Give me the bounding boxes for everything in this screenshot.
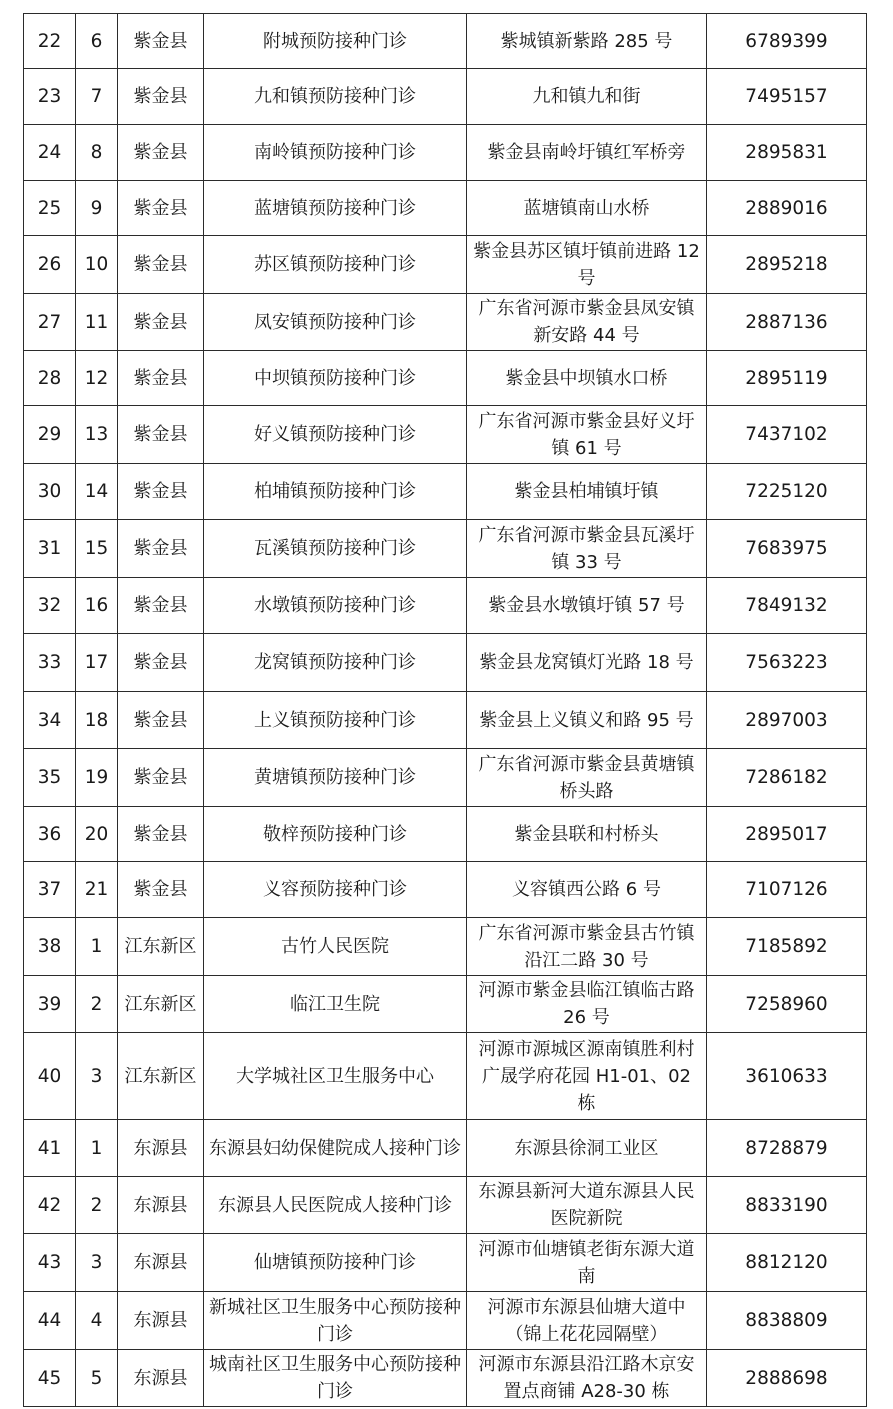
clinic-address: 紫金县上义镇义和路 95 号	[467, 692, 707, 749]
county-name: 紫金县	[118, 692, 204, 749]
county-index: 17	[76, 634, 118, 692]
clinic-address: 河源市紫金县临江镇临古路 26 号	[467, 976, 707, 1033]
county-name: 紫金县	[118, 351, 204, 406]
clinic-address: 广东省河源市紫金县黄塘镇桥头路	[467, 749, 707, 807]
clinic-name: 蓝塘镇预防接种门诊	[204, 181, 467, 236]
table-row	[24, 749, 867, 807]
clinic-phone: 7185892	[707, 918, 867, 976]
table-row	[24, 1177, 867, 1234]
clinic-phone: 6789399	[707, 14, 867, 69]
county-index: 21	[76, 862, 118, 918]
row-number: 34	[24, 692, 76, 749]
table-row	[24, 1120, 867, 1177]
county-name: 东源县	[118, 1120, 204, 1177]
clinic-phone: 8838809	[707, 1292, 867, 1350]
county-name: 东源县	[118, 1350, 204, 1407]
row-number: 30	[24, 464, 76, 520]
county-index: 15	[76, 520, 118, 578]
clinic-address: 紫金县水墩镇圩镇 57 号	[467, 578, 707, 634]
clinic-phone: 2888698	[707, 1350, 867, 1407]
table-row	[24, 351, 867, 406]
clinic-name: 仙塘镇预防接种门诊	[204, 1234, 467, 1292]
clinic-name: 附城预防接种门诊	[204, 14, 467, 69]
table-row	[24, 181, 867, 236]
table-row	[24, 918, 867, 976]
row-number: 27	[24, 294, 76, 351]
clinic-phone: 2895017	[707, 807, 867, 862]
county-index: 4	[76, 1292, 118, 1350]
clinic-address: 紫城镇新紫路 285 号	[467, 14, 707, 69]
clinic-name: 新城社区卫生服务中心预防接种门诊	[204, 1292, 467, 1350]
clinic-address: 河源市仙塘镇老街东源大道南	[467, 1234, 707, 1292]
clinic-phone: 2895831	[707, 125, 867, 181]
county-index: 3	[76, 1033, 118, 1120]
clinic-address: 东源县新河大道东源县人民医院新院	[467, 1177, 707, 1234]
clinic-name: 苏区镇预防接种门诊	[204, 236, 467, 294]
clinic-name: 好义镇预防接种门诊	[204, 406, 467, 464]
table-row	[24, 125, 867, 181]
table-row	[24, 406, 867, 464]
row-number: 40	[24, 1033, 76, 1120]
clinic-name: 东源县人民医院成人接种门诊	[204, 1177, 467, 1234]
county-index: 2	[76, 1177, 118, 1234]
clinic-phone: 2895218	[707, 236, 867, 294]
county-index: 10	[76, 236, 118, 294]
row-number: 44	[24, 1292, 76, 1350]
row-number: 29	[24, 406, 76, 464]
clinic-phone: 2895119	[707, 351, 867, 406]
clinic-phone: 7495157	[707, 69, 867, 125]
clinic-name: 敬梓预防接种门诊	[204, 807, 467, 862]
clinic-name: 南岭镇预防接种门诊	[204, 125, 467, 181]
table-row	[24, 976, 867, 1033]
clinic-phone: 7107126	[707, 862, 867, 918]
clinic-address: 蓝塘镇南山水桥	[467, 181, 707, 236]
row-number: 33	[24, 634, 76, 692]
table-row	[24, 69, 867, 125]
table-row	[24, 294, 867, 351]
clinic-address: 东源县徐洞工业区	[467, 1120, 707, 1177]
county-index: 16	[76, 578, 118, 634]
table-row	[24, 578, 867, 634]
table-row	[24, 1234, 867, 1292]
row-number: 22	[24, 14, 76, 69]
clinic-address: 义容镇西公路 6 号	[467, 862, 707, 918]
county-name: 紫金县	[118, 14, 204, 69]
row-number: 36	[24, 807, 76, 862]
clinic-phone: 2897003	[707, 692, 867, 749]
clinic-address: 河源市源城区源南镇胜利村广晟学府花园 H1-01、02 栋	[467, 1033, 707, 1120]
row-number: 26	[24, 236, 76, 294]
clinic-address: 广东省河源市紫金县凤安镇新安路 44 号	[467, 294, 707, 351]
clinic-name: 瓦溪镇预防接种门诊	[204, 520, 467, 578]
county-name: 紫金县	[118, 862, 204, 918]
clinic-name: 东源县妇幼保健院成人接种门诊	[204, 1120, 467, 1177]
clinic-address: 广东省河源市紫金县好义圩镇 61 号	[467, 406, 707, 464]
table-row	[24, 236, 867, 294]
table-body	[24, 14, 867, 1407]
row-number: 37	[24, 862, 76, 918]
clinic-name: 黄塘镇预防接种门诊	[204, 749, 467, 807]
county-index: 20	[76, 807, 118, 862]
clinic-name: 上义镇预防接种门诊	[204, 692, 467, 749]
county-name: 紫金县	[118, 181, 204, 236]
county-index: 5	[76, 1350, 118, 1407]
county-index: 8	[76, 125, 118, 181]
clinic-name: 凤安镇预防接种门诊	[204, 294, 467, 351]
table-row	[24, 464, 867, 520]
table-row	[24, 14, 867, 69]
county-index: 19	[76, 749, 118, 807]
clinic-phone: 8812120	[707, 1234, 867, 1292]
table-row	[24, 1350, 867, 1407]
county-name: 紫金县	[118, 578, 204, 634]
county-index: 7	[76, 69, 118, 125]
county-index: 18	[76, 692, 118, 749]
county-name: 紫金县	[118, 634, 204, 692]
county-index: 1	[76, 918, 118, 976]
county-index: 1	[76, 1120, 118, 1177]
row-number: 32	[24, 578, 76, 634]
clinic-phone: 2889016	[707, 181, 867, 236]
clinic-address: 九和镇九和街	[467, 69, 707, 125]
clinic-phone: 7225120	[707, 464, 867, 520]
clinic-name: 柏埔镇预防接种门诊	[204, 464, 467, 520]
county-index: 13	[76, 406, 118, 464]
vaccination-clinic-table	[23, 13, 867, 1407]
clinic-phone: 8833190	[707, 1177, 867, 1234]
clinic-name: 九和镇预防接种门诊	[204, 69, 467, 125]
clinic-name: 大学城社区卫生服务中心	[204, 1033, 467, 1120]
clinic-address: 紫金县南岭圩镇红军桥旁	[467, 125, 707, 181]
clinic-name: 中坝镇预防接种门诊	[204, 351, 467, 406]
county-name: 东源县	[118, 1177, 204, 1234]
county-name: 紫金县	[118, 125, 204, 181]
clinic-address: 广东省河源市紫金县古竹镇沿江二路 30 号	[467, 918, 707, 976]
clinic-phone: 7683975	[707, 520, 867, 578]
clinic-name: 临江卫生院	[204, 976, 467, 1033]
row-number: 43	[24, 1234, 76, 1292]
row-number: 23	[24, 69, 76, 125]
clinic-name: 龙窝镇预防接种门诊	[204, 634, 467, 692]
clinic-phone: 7286182	[707, 749, 867, 807]
county-name: 东源县	[118, 1234, 204, 1292]
county-index: 11	[76, 294, 118, 351]
row-number: 41	[24, 1120, 76, 1177]
table-row	[24, 862, 867, 918]
county-index: 6	[76, 14, 118, 69]
table-row	[24, 634, 867, 692]
row-number: 24	[24, 125, 76, 181]
row-number: 45	[24, 1350, 76, 1407]
table-row	[24, 692, 867, 749]
clinic-address: 紫金县中坝镇水口桥	[467, 351, 707, 406]
county-name: 紫金县	[118, 406, 204, 464]
county-name: 东源县	[118, 1292, 204, 1350]
clinic-address: 紫金县苏区镇圩镇前进路 12 号	[467, 236, 707, 294]
county-index: 2	[76, 976, 118, 1033]
row-number: 31	[24, 520, 76, 578]
clinic-phone: 7437102	[707, 406, 867, 464]
clinic-address: 广东省河源市紫金县瓦溪圩镇 33 号	[467, 520, 707, 578]
county-name: 江东新区	[118, 976, 204, 1033]
table-row	[24, 807, 867, 862]
clinic-phone: 7563223	[707, 634, 867, 692]
clinic-phone: 7849132	[707, 578, 867, 634]
clinic-name: 古竹人民医院	[204, 918, 467, 976]
clinic-phone: 2887136	[707, 294, 867, 351]
county-name: 江东新区	[118, 918, 204, 976]
county-index: 3	[76, 1234, 118, 1292]
clinic-address: 紫金县柏埔镇圩镇	[467, 464, 707, 520]
row-number: 28	[24, 351, 76, 406]
table-row	[24, 1292, 867, 1350]
county-name: 紫金县	[118, 236, 204, 294]
clinic-name: 水墩镇预防接种门诊	[204, 578, 467, 634]
county-index: 14	[76, 464, 118, 520]
clinic-phone: 3610633	[707, 1033, 867, 1120]
table-row	[24, 1033, 867, 1120]
row-number: 35	[24, 749, 76, 807]
county-index: 9	[76, 181, 118, 236]
row-number: 38	[24, 918, 76, 976]
county-index: 12	[76, 351, 118, 406]
clinic-phone: 7258960	[707, 976, 867, 1033]
county-name: 紫金县	[118, 749, 204, 807]
clinic-phone: 8728879	[707, 1120, 867, 1177]
county-name: 紫金县	[118, 464, 204, 520]
row-number: 25	[24, 181, 76, 236]
clinic-name: 义容预防接种门诊	[204, 862, 467, 918]
county-name: 紫金县	[118, 294, 204, 351]
clinic-address: 河源市东源县仙塘大道中（锦上花花园隔壁）	[467, 1292, 707, 1350]
clinic-address: 河源市东源县沿江路木京安置点商铺 A28-30 栋	[467, 1350, 707, 1407]
county-name: 紫金县	[118, 520, 204, 578]
clinic-name: 城南社区卫生服务中心预防接种门诊	[204, 1350, 467, 1407]
county-name: 紫金县	[118, 69, 204, 125]
clinic-address: 紫金县龙窝镇灯光路 18 号	[467, 634, 707, 692]
row-number: 42	[24, 1177, 76, 1234]
county-name: 江东新区	[118, 1033, 204, 1120]
table-row	[24, 520, 867, 578]
county-name: 紫金县	[118, 807, 204, 862]
row-number: 39	[24, 976, 76, 1033]
clinic-address: 紫金县联和村桥头	[467, 807, 707, 862]
